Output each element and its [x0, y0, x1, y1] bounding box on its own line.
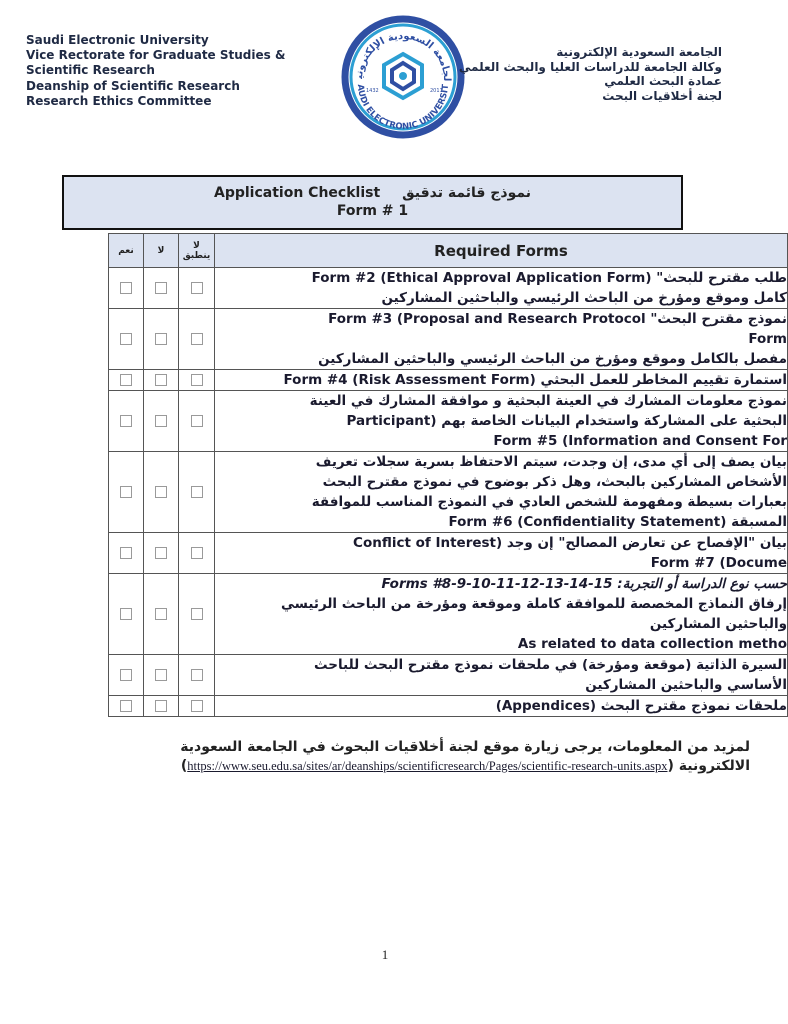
form-line: ملحقات نموذج مقترح البحث (Appendices) — [495, 698, 787, 714]
checklist-row — [109, 655, 788, 696]
form-line: بيان يصف إلى أي مدى، إن وجدت، سيتم الاحتفاظ بسرية سجلات تعريف — [315, 454, 787, 470]
checkbox-na[interactable] — [191, 669, 203, 681]
checkbox-no[interactable] — [155, 333, 167, 345]
seu-research-link[interactable]: https://www.seu.edu.sa/sites/ar/deanships/scientificresearch/Pages/scientific-research-units.aspx — [187, 759, 668, 773]
checkbox-no[interactable] — [155, 669, 167, 681]
university-name-ar: الجامعة السعودية الإلكترونية — [556, 45, 722, 59]
header-english — [26, 33, 285, 109]
form-line: بيان "الإفصاح عن تعارض المصالح" إن وجد (Conflict of Interest — [353, 535, 787, 551]
checkbox-no[interactable] — [155, 374, 167, 386]
checkbox-no[interactable] — [155, 608, 167, 620]
required-form-text — [215, 696, 788, 717]
form-line: إرفاق النماذج المخصصة للموافقة كاملة وموقعة ومؤرخة من الباحث الرئيسي — [280, 596, 787, 612]
checklist-row — [109, 268, 788, 309]
close-paren: ) — [180, 758, 188, 774]
required-form-text — [215, 370, 788, 391]
checkbox-yes[interactable] — [120, 282, 132, 294]
checklist-row — [109, 574, 788, 655]
checkbox-no[interactable] — [155, 700, 167, 712]
logo-english-text: AUDI ELECTRONIC UNIVERSIT — [354, 83, 452, 133]
checkbox-na[interactable] — [191, 282, 203, 294]
title-arabic: نموذج قائمة تدقيق — [402, 185, 531, 201]
checkbox-no[interactable] — [155, 415, 167, 427]
checkbox-yes[interactable] — [120, 608, 132, 620]
checklist-row — [109, 309, 788, 370]
header-na: لا ينطبق — [179, 234, 215, 268]
checkbox-na[interactable] — [191, 486, 203, 498]
more-info — [56, 738, 750, 776]
checkbox-na[interactable] — [191, 333, 203, 345]
header-required-forms: Required Forms — [215, 234, 788, 268]
seu-logo — [340, 14, 466, 140]
checkbox-no[interactable] — [155, 486, 167, 498]
form-line: والباحثين المشاركين — [649, 616, 787, 632]
required-form-text — [215, 309, 788, 370]
required-form-text — [215, 655, 788, 696]
form-line: حسب نوع الدراسة أو التجربة: Forms #8-9-10-11-12-13-14-15 — [381, 576, 787, 592]
checkbox-yes[interactable] — [120, 700, 132, 712]
checklist-row — [109, 696, 788, 717]
form-line: نموذج معلومات المشارك في العينة البحثية و موافقة المشارك في العينة — [309, 393, 787, 409]
form-line: كامل وموقع ومؤرخ من الباحث الرئيسي والباحثين المشاركين — [381, 290, 787, 306]
header-yes: نعم — [109, 234, 144, 268]
checkbox-yes[interactable] — [120, 547, 132, 559]
vice-rectorate-en: Vice Rectorate for Graduate Studies & — [26, 48, 286, 63]
required-form-text — [215, 268, 788, 309]
form-title-box — [62, 175, 683, 230]
required-form-text — [215, 574, 788, 655]
checkbox-yes[interactable] — [120, 486, 132, 498]
form-line: نموذج مقترح البحث" Form #3 (Proposal and Research Protocol — [328, 311, 787, 327]
university-name-en: Saudi Electronic University — [26, 33, 209, 47]
form-line: Form #5 (Information and Consent For — [493, 433, 787, 449]
vice-rectorate-ar: وكالة الجامعة للدراسات العليا والبحث العلمي — [458, 59, 722, 74]
table-header-row — [109, 234, 788, 268]
form-line: المسبقة (Form #6 (Confidentiality Statement — [448, 514, 787, 530]
checkbox-na[interactable] — [191, 700, 203, 712]
form-line: السيرة الذاتية (موقعة ومؤرخة) في ملحقات نموذج مقترح البحث للباحث — [313, 657, 787, 673]
checkbox-yes[interactable] — [120, 374, 132, 386]
page-number: 1 — [381, 947, 389, 962]
checklist-table — [108, 233, 788, 717]
checklist-row — [109, 391, 788, 452]
form-line: الأشخاص المشاركين بالبحث، وهل ذكر بوضوح في نموذج مقترح البحث — [322, 474, 787, 490]
title-english: Application Checklist — [214, 185, 381, 201]
logo-year-left: 1432 — [366, 88, 379, 94]
checkbox-na[interactable] — [191, 415, 203, 427]
checklist-row — [109, 452, 788, 533]
deanship-ar: عمادة البحث العلمي — [604, 74, 722, 88]
form-line: طلب مقترح للبحث" Form #2 (Ethical Approval Application Form) — [311, 270, 787, 286]
required-form-text — [215, 391, 788, 452]
form-number: Form # 1 — [336, 203, 409, 219]
form-line: مفصل بالكامل وموقع ومؤرخ من الباحث الرئيسي والباحثين المشاركين — [318, 351, 787, 367]
checkbox-no[interactable] — [155, 282, 167, 294]
form-line: Form #7 (Docume — [650, 555, 787, 571]
more-info-line1: لمزيد من المعلومات، يرجى زيارة موقع لجنة أخلاقيات البحوث في الجامعة السعودية — [180, 739, 750, 755]
checklist-row — [109, 533, 788, 574]
form-line: الأساسي والباحثين المشاركين — [585, 677, 787, 693]
deanship-en: Deanship of Scientific Research — [26, 78, 240, 93]
committee-en: Research Ethics Committee — [26, 93, 212, 108]
checkbox-na[interactable] — [191, 547, 203, 559]
checkbox-na[interactable] — [191, 608, 203, 620]
form-line: بعبارات بسيطة ومفهومة للشخص العادي في النموذج المناسب للموافقة — [311, 494, 787, 510]
checkbox-yes[interactable] — [120, 333, 132, 345]
required-form-text — [215, 452, 788, 533]
form-line: استمارة تقييم المخاطر للعمل البحثي (Form #4 (Risk Assessment Form — [283, 372, 787, 388]
logo-year-right: 2011 — [430, 88, 443, 94]
logo-arabic-text: لجامعة السعودية الإلكترونية — [353, 30, 453, 82]
vice-rectorate-en-cont: Scientific Research — [26, 63, 155, 78]
form-line: As related to data collection metho — [517, 636, 787, 652]
checkbox-na[interactable] — [191, 374, 203, 386]
checkbox-yes[interactable] — [120, 669, 132, 681]
checkbox-yes[interactable] — [120, 415, 132, 427]
committee-ar: لجنة أخلاقيات البحث — [602, 88, 722, 103]
form-line: Form — [748, 331, 787, 347]
checklist-row — [109, 370, 788, 391]
header-arabic — [459, 45, 722, 103]
checkbox-no[interactable] — [155, 547, 167, 559]
header-no: لا — [144, 234, 179, 268]
required-form-text — [215, 533, 788, 574]
more-info-line2: الالكترونية ( — [667, 758, 750, 774]
form-line: البحثية على المشاركة واستخدام البيانات الخاصة بهم (Participant — [346, 413, 787, 429]
